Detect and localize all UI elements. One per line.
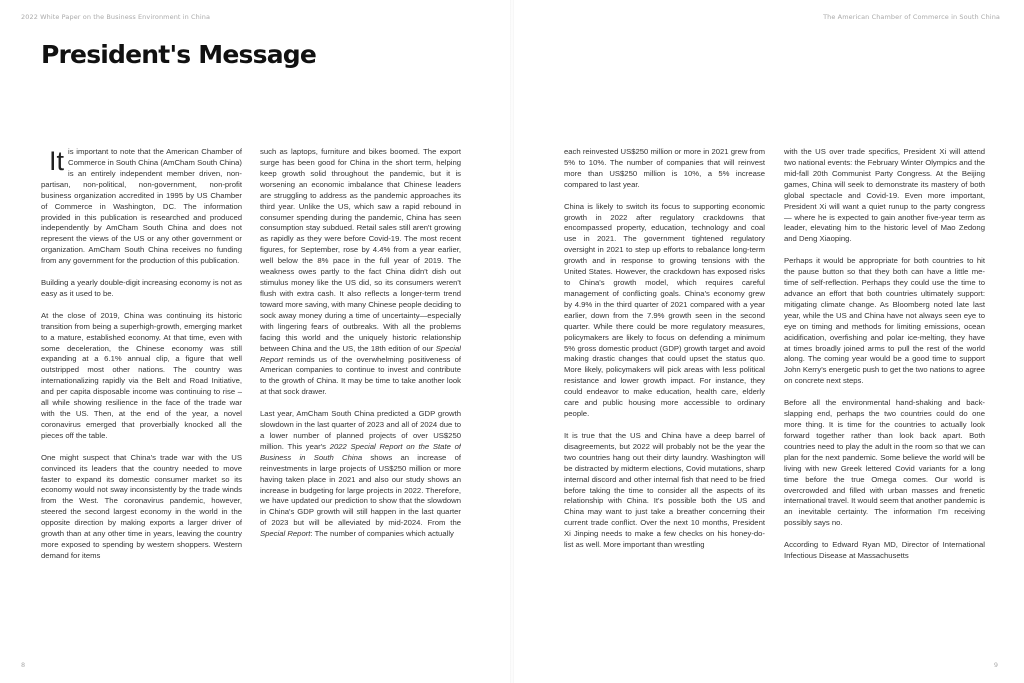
- paragraph: According to Edward Ryan MD, Director of International Infectious Disease at Massachusetts: [784, 540, 985, 561]
- text-column-1: [41, 147, 242, 637]
- paragraph: One might suspect that China's trade war with the US convinced its leaders that the country needed to move faster to expand its domestic consumer market so its economy would not sway inconsistently by the trade winds from the West. The coronavirus pandemic, however, steered the second largest economy in the world in the opposite direction by making exports a larger driver of growth than at any other time in years, leaving the country more exposed to spending by western shoppers. Western demand for items: [41, 452, 242, 561]
- paragraph-text: shows an increase of reinvestments in large projects of US$250 million or more having taken place in 2021 and also our study shows an increase in budgeting for large projects in 2022. Therefore, we have updated our prediction to show that the slowdown in China's GDP growth will still happen in the last quarter of 2023 but will be alleviated by mid-2024. From the: [260, 452, 461, 528]
- publication-title: 2022 Special Report on the State of Business in South China: [260, 441, 461, 462]
- text-column-2: [260, 147, 461, 637]
- publication-title: Special Report: [260, 343, 461, 364]
- drop-cap: It: [49, 147, 65, 176]
- paragraph: each reinvested US$250 million or more in 2021 grew from 5% to 10%. The number of companies that will reinvest more than US$250 million is 10%, a 5% increase compared to last year.: [564, 147, 765, 189]
- paragraph: Before all the environmental hand-shaking and back-slapping end, perhaps the two countries could do one more thing. It is time for the countries to actually look forward together rather than look back apart. Both countries need to play the adult in the room so that we can plan for the next pandemic. Some believe the world will be living with new Greek lettered Covid variants for a long time before the true Omega comes. Our world is overcrowded and filled with urban masses and frenetic international travel. It would seem that another pandemic is an inevitable certainty. The information I'm receiving possibly says no.: [784, 398, 985, 528]
- paragraph: [260, 147, 461, 398]
- paragraph: At the close of 2019, China was continuing its historic transition from being a superhigh-growth, emerging market to a mature, established economy. At that time, even with some deceleration, the Chinese economy was still expanding at a 6.1% annual clip, a figure that well outstripped most other nations. The country was internationalizing rapidly via the Belt and Road Initiative, and per capita disposable income was continuing to rise – all while showing resilience in the face of the trade war with the US. Then, at the end of the year, a novel coronavirus emerged that proverbially knocked all the pieces off the table.: [41, 310, 242, 440]
- paragraph: Building a yearly double-digit increasing economy is not as easy as it used to be.: [41, 278, 242, 298]
- publication-title: Special Report: [260, 529, 311, 539]
- running-header-right: The American Chamber of Commerce in South China: [823, 13, 1000, 21]
- text-column-3: [564, 147, 765, 637]
- paragraph-text: reminds us of the overwhelming positiveness of American companies to continue to invest and contribute to the growth of China. It may be time to take another look at that sock drawer.: [260, 354, 461, 397]
- paragraph: with the US over trade specifics, President Xi will attend two national events: the February Winter Olympics and the mid-fall 20th Communist Party Congress. At the Beijing games, China will seek to demonstrate its mastery of both global spectacle and Covid-19. Even more important, President Xi will want a quiet runup to the party congress — where he is expected to gain another five-year term as leader, elevating him to the historic level of Mao Zedong and Deng Xiaoping.: [784, 147, 985, 244]
- paragraph-text: Last year, AmCham South China predicted a GDP growth slowdown in the last quarter of 2023 and all of 2024 due to a lower number of planned projects of over US$250 million. This year's: [260, 409, 461, 451]
- paragraph: It is true that the US and China have a deep barrel of disagreements, but 2022 will probably not be the year the two countries hang out their dirty laundry. Washington will be distracted by midterm elections, Covid mutations, sharp internal discord and other internal fish that need to be fried before taking the time to consider all the aspects of its relationship with China. It's possible both the US and China may want to just take a breather concerning their current trade conflict. Over the next 10 months, President Xi Jinping needs to make a few checks on his honey-do-list as well. More important than wrestling: [564, 430, 765, 550]
- paragraph-text: such as laptops, furniture and bikes boomed. The export surge has been good for China in the short term, helping keep growth solid throughout the pandemic, but it is worsening an economic imbalance that Chinese leaders are struggling to address as the pandemic approaches its third year. Unlike the US, which saw a rapid rebound in consumer spending during the pandemic, China has seen consumption stay subdued. Retail sales still aren't growing as rapidly as they were before Covid-19. The most recent figures, for September, rose by 4.4% from a year earlier, well below the 8% pace in the full year of 2019. The weakness owes partly to the fact China didn't dish out stimulus money like the US did, so its consumers weren't flush with extra cash. It also reflects a longer-term trend toward more saving, with many Chinese people deciding to sock away money during a time of uncertainty—especially with lingering fears of outbreaks. With all the problems facing this world and the uniquely historic relationship between China and the US, the 18th edition of our: [260, 147, 461, 353]
- running-header-left: 2022 White Paper on the Business Environment in China: [21, 13, 211, 21]
- paragraph-text: : The number of companies which actually: [310, 529, 454, 539]
- page-spread-gutter: [510, 0, 514, 683]
- paragraph-text: is important to note that the American Chamber of Commerce in South China (AmCham South China) is an entirely independent member driven, non-partisan, non-political, non-government, non-profit business organization accredited in 1995 by US Chamber of Commerce in Washington, DC. The information provided in this publication is researched and produced independently by AmCham South China and does not represent the views of the US or any other government or organization. AmCham South China receives no funding from any government for the production of this publication.: [41, 147, 242, 266]
- paragraph: China is likely to switch its focus to supporting economic growth in 2022 after regulatory crackdowns that encompassed property, education, technology and coal use in 2021. The government tightened regulatory oversight in 2021 to step up efforts to rebalance long-term growth and in response to growing tensions with the United States. However, the crackdown has exposed risks to China's growth model, which requires careful management of conflicting goals. China's economy grew by 4.9% in the third quarter of 2021 compared with a year earlier, down from the 7.9% growth seen in the second quarter. While there could be more regulatory measures, policymakers are likely to focus on defending a minimum 5% gross domestic product (GDP) growth target and avoid making drastic changes that could upset the status quo. More likely, policymakers will pick areas with less political resistance and lower growth impact. For instance, they could endeavor to make education, health care, elderly care and public housing more accessible to ordinary people.: [564, 201, 765, 419]
- paragraph: [41, 147, 242, 267]
- text-column-4: [784, 147, 985, 637]
- paragraph: [260, 409, 461, 540]
- page-number-right: 9: [993, 661, 998, 669]
- paragraph: Perhaps it would be appropriate for both countries to hit the pause button so that they both can have a little me-time of self-reflection. Perhaps they could use the time to advance an effort that both countries ultimately support: mitigating climate change. As Bloomberg noted late last year, while the US and China have not always seen eye to eye on timing and methods for limiting emissions, ocean acidification, overfishing and polar ice-melting, they have at times broadly joined arms to pull the rest of the world along. The coming year would be a good time to support John Kerry's energetic push to get the two nations to agree on concrete next steps.: [784, 256, 985, 386]
- page-number-left: 8: [21, 661, 26, 669]
- page-title: President's Message: [41, 40, 317, 69]
